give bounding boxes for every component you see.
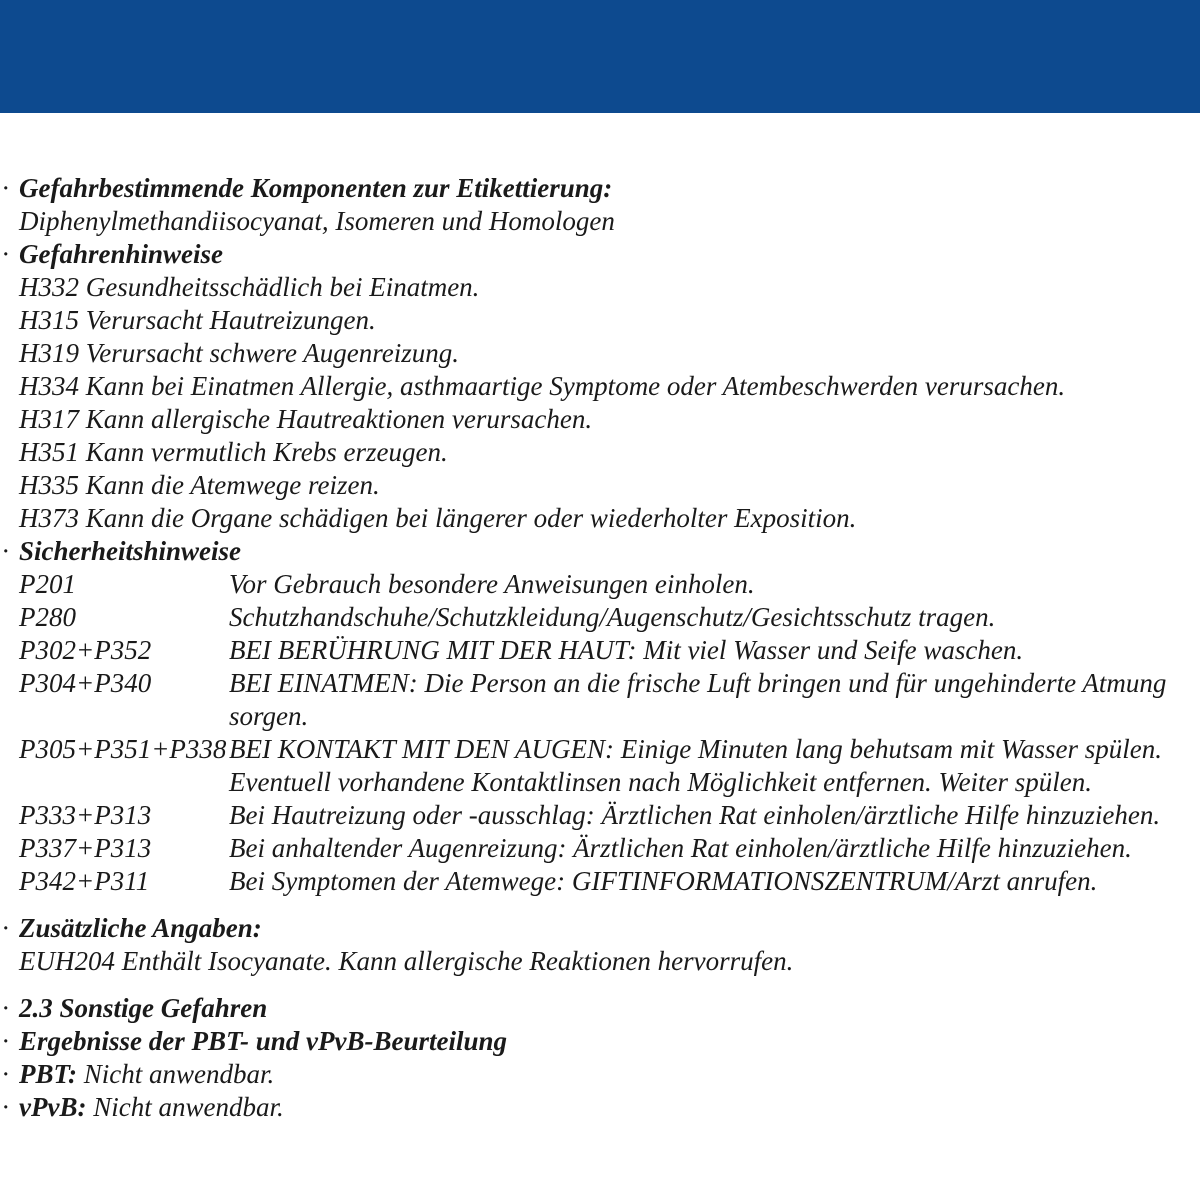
precaution-text: BEI BERÜHRUNG MIT DER HAUT: Mit viel Wasser und Seife waschen.	[229, 635, 1024, 665]
precaution-row	[0, 667, 1200, 733]
hazard-statement: H317 Kann allergische Hautreaktionen verursachen.	[19, 404, 593, 434]
precaution-code: P333+P313	[19, 800, 152, 830]
bullet: ·	[2, 1026, 9, 1056]
pbt-line	[0, 1058, 1200, 1091]
bullet: ·	[2, 1092, 9, 1122]
spacer	[0, 978, 1200, 992]
hazard-statement: H334 Kann bei Einatmen Allergie, asthmaartige Symptome oder Atembeschwerden verursachen.	[19, 371, 1066, 401]
header-bar	[0, 0, 1200, 113]
hazard-statement: H351 Kann vermutlich Krebs erzeugen.	[19, 437, 448, 467]
precaution-text: BEI EINATMEN: Die Person an die frische Luft bringen und für ungehinderte Atmung sorgen.	[229, 668, 1167, 731]
bullet: ·	[2, 239, 9, 269]
components-text: Diphenylmethandiisocyanat, Isomeren und Homologen	[19, 206, 615, 236]
hazard-statement: H315 Verursacht Hautreizungen.	[19, 305, 376, 335]
hazard-heading-line	[0, 238, 1200, 271]
document-body	[0, 172, 1200, 1124]
precaution-heading-line	[0, 535, 1200, 568]
additional-heading: Zusätzliche Angaben:	[19, 913, 262, 943]
hazard-heading: Gefahrenhinweise	[19, 239, 224, 269]
precaution-heading: Sicherheitshinweise	[19, 536, 242, 566]
precaution-row	[0, 568, 1200, 601]
spacer	[0, 898, 1200, 912]
hazard-statement: H319 Verursacht schwere Augenreizung.	[19, 338, 459, 368]
precaution-code: P280	[19, 602, 76, 632]
additional-heading-line	[0, 912, 1200, 945]
other-hazards-heading-line	[0, 992, 1200, 1025]
vpvb-value: Nicht anwendbar.	[93, 1092, 284, 1122]
hazard-statement: H332 Gesundheitsschädlich bei Einatmen.	[19, 272, 480, 302]
precaution-text: Bei Symptomen der Atemwege: GIFTINFORMATIONSZENTRUM/Arzt anrufen.	[229, 866, 1098, 896]
pbt-value: Nicht anwendbar.	[83, 1059, 275, 1089]
precaution-code: P337+P313	[19, 833, 152, 863]
bullet: ·	[2, 173, 9, 203]
precaution-row	[0, 799, 1200, 832]
precaution-text: Bei Hautreizung oder -ausschlag: Ärztlichen Rat einholen/ärztliche Hilfe hinzuziehen.	[229, 800, 1161, 830]
precaution-code: P201	[19, 569, 76, 599]
vpvb-label: vPvB:	[19, 1092, 87, 1122]
precaution-row	[0, 601, 1200, 634]
hazard-list	[0, 271, 1200, 535]
pbt-label: PBT:	[19, 1059, 77, 1089]
bullet: ·	[2, 993, 9, 1023]
precaution-row	[0, 733, 1200, 799]
precaution-list	[0, 568, 1200, 898]
hazard-statement: H373 Kann die Organe schädigen bei längerer oder wiederholter Exposition.	[19, 503, 857, 533]
precaution-code: P342+P311	[19, 866, 150, 896]
precaution-row	[0, 832, 1200, 865]
pbt-assessment-heading-line	[0, 1025, 1200, 1058]
precaution-code: P304+P340	[19, 668, 152, 698]
precaution-text: BEI KONTAKT MIT DEN AUGEN: Einige Minuten lang behutsam mit Wasser spülen. Eventuell vorhandene Kontaktlinsen nach Möglichkeit entfernen. Weiter spülen.	[229, 734, 1163, 797]
other-hazards-heading: 2.3 Sonstige Gefahren	[19, 993, 268, 1023]
precaution-row	[0, 634, 1200, 667]
precaution-row	[0, 865, 1200, 898]
bullet: ·	[2, 913, 9, 943]
precaution-text: Vor Gebrauch besondere Anweisungen einholen.	[229, 569, 755, 599]
bullet: ·	[2, 1059, 9, 1089]
bullet: ·	[2, 536, 9, 566]
vpvb-line	[0, 1091, 1200, 1124]
hazard-statement: H335 Kann die Atemwege reizen.	[19, 470, 380, 500]
precaution-text: Schutzhandschuhe/Schutzkleidung/Augenschutz/Gesichtsschutz tragen.	[229, 602, 996, 632]
pbt-assessment-heading: Ergebnisse der PBT- und vPvB-Beurteilung	[19, 1026, 508, 1056]
precaution-text: Bei anhaltender Augenreizung: Ärztlichen Rat einholen/ärztliche Hilfe hinzuziehen.	[229, 833, 1132, 863]
precaution-code: P305+P351+P338	[19, 734, 227, 764]
additional-text: EUH204 Enthält Isocyanate. Kann allergische Reaktionen hervorrufen.	[19, 946, 794, 976]
components-heading-line	[0, 172, 1200, 205]
precaution-code: P302+P352	[19, 635, 152, 665]
components-heading: Gefahrbestimmende Komponenten zur Etikettierung:	[19, 173, 613, 203]
